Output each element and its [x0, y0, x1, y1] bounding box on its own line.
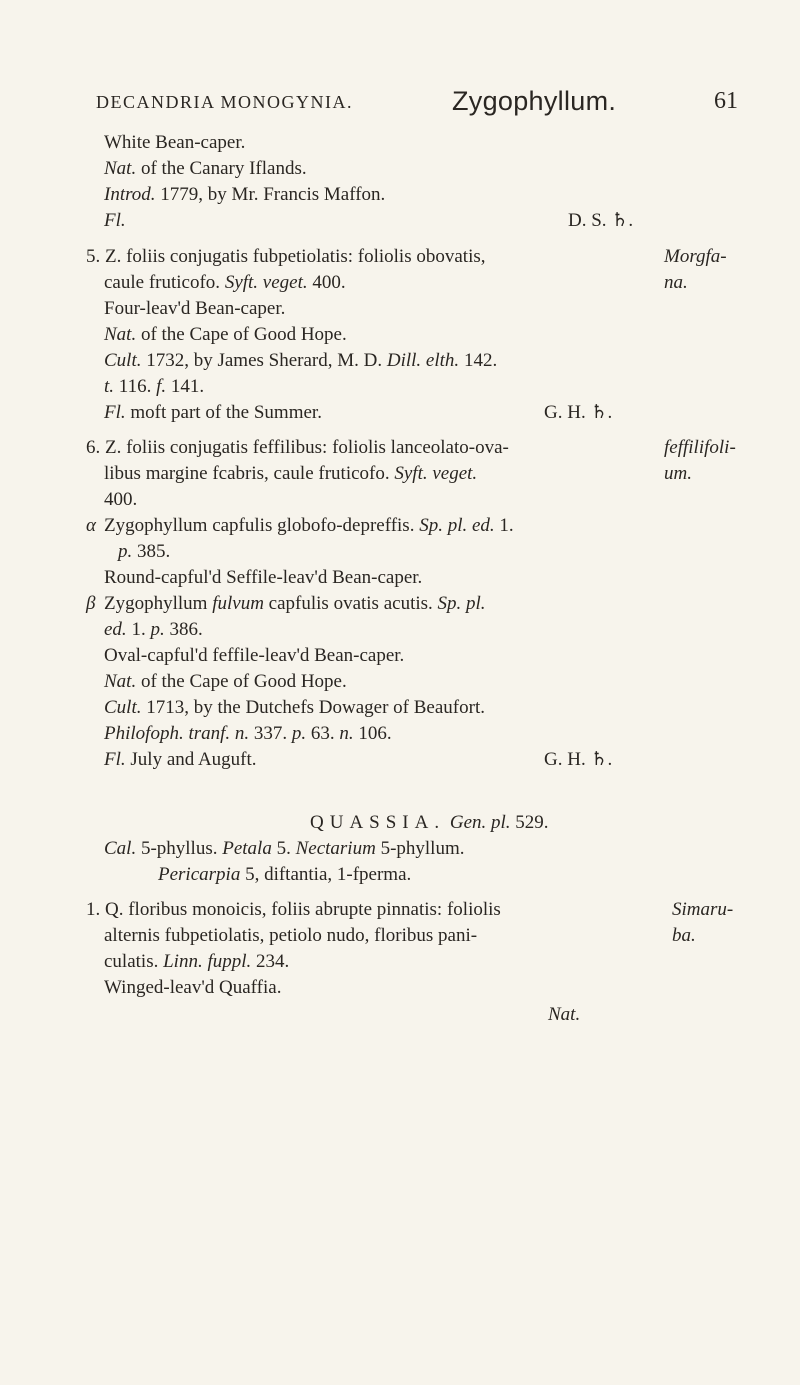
genus-heading: QUASSIA. Gen. pl. 529.	[310, 812, 549, 833]
variety-beta-habitat-code: G. H. ♄.	[544, 749, 613, 770]
variety-alpha-mark: α	[86, 515, 96, 536]
variety-alpha-page: p. 385.	[118, 541, 171, 562]
entry6-diagnosis-line3: 400.	[104, 489, 138, 510]
header-genus: Zygophyllum.	[452, 86, 617, 116]
entry6-margin-name-1: feffilifoli-	[664, 437, 736, 458]
variety-alpha-english: Round-capful'd Seffile-leav'd Bean-caper.	[104, 567, 423, 588]
entry4-native: Nat. of the Canary Iflands.	[104, 158, 307, 179]
entry5-margin-name-2: na.	[664, 272, 688, 293]
header-class-order: DECANDRIA MONOGYNIA.	[96, 92, 353, 112]
entry5-cultivated: Cult. 1732, by James Sherard, M. D. Dill. elth. 142.	[104, 350, 498, 371]
variety-beta-mark: β	[86, 593, 96, 614]
entry6-diagnosis-line2: libus margine fcabris, caule fruticofo. Syft. veget.	[104, 463, 478, 484]
entry5-flowering: Fl. moft part of the Summer.	[104, 402, 322, 423]
variety-beta-cultivated: Cult. 1713, by the Dutchefs Dowager of Beaufort.	[104, 697, 485, 718]
running-header	[96, 86, 738, 122]
entry5-habitat-code: G. H. ♄.	[544, 402, 613, 423]
entry6-margin-name-2: um.	[664, 463, 692, 484]
variety-beta-line2: ed. 1. p. 386.	[104, 619, 203, 640]
variety-beta-flowering: Fl. July and Auguft.	[104, 749, 257, 770]
entry5-diagnosis-line1: 5. Z. foliis conjugatis fubpetiolatis: foliolis obovatis,	[86, 246, 486, 267]
variety-beta-english: Oval-capful'd feffile-leav'd Bean-caper.	[104, 645, 405, 666]
quassia-entry1-line2: alternis fubpetiolatis, petiolo nudo, floribus pani-	[104, 925, 478, 946]
genus-character-line2: Pericarpia 5, diftantia, 1-fperma.	[158, 864, 412, 885]
entry6-diagnosis-line1: 6. Z. foliis conjugatis feffilibus: foliolis lanceolato-ova-	[86, 437, 509, 458]
variety-beta-line1: Zygophyllum fulvum capfulis ovatis acutis. Sp. pl.	[104, 593, 486, 614]
variety-beta-native: Nat. of the Cape of Good Hope.	[104, 671, 347, 692]
entry4-english-name: White Bean-caper.	[104, 132, 246, 153]
quassia-margin-name-1: Simaru-	[672, 899, 734, 920]
entry5-figure-reference: t. 116. f. 141.	[104, 376, 205, 397]
catchword: Nat.	[548, 1004, 581, 1025]
genus-character-line1: Cal. 5-phyllus. Petala 5. Nectarium 5-phyllum.	[104, 838, 465, 859]
entry5-margin-name-1: Morgfa-	[664, 246, 727, 267]
entry4-habitat-code: D. S. ♄.	[568, 210, 634, 231]
variety-beta-reference: Philofoph. tranf. n. 337. p. 63. n. 106.	[104, 723, 392, 744]
entry5-diagnosis-line2: caule fruticofo. Syft. veget. 400.	[104, 272, 346, 293]
quassia-entry1-english: Winged-leav'd Quaffia.	[104, 977, 282, 998]
entry5-native: Nat. of the Cape of Good Hope.	[104, 324, 347, 345]
page-number: 61	[714, 88, 738, 114]
entry4-introduced: Introd. 1779, by Mr. Francis Maffon.	[104, 184, 386, 205]
quassia-entry1-line3: culatis. Linn. fuppl. 234.	[104, 951, 290, 972]
entry5-english-name: Four-leav'd Bean-caper.	[104, 298, 286, 319]
variety-alpha-line1: Zygophyllum capfulis globofo-depreffis. Sp. pl. ed. 1.	[104, 515, 514, 536]
quassia-margin-name-2: ba.	[672, 925, 696, 946]
entry4-flowering: Fl.	[104, 210, 126, 231]
quassia-entry1-line1: 1. Q. floribus monoicis, foliis abrupte pinnatis: foliolis	[86, 899, 501, 920]
